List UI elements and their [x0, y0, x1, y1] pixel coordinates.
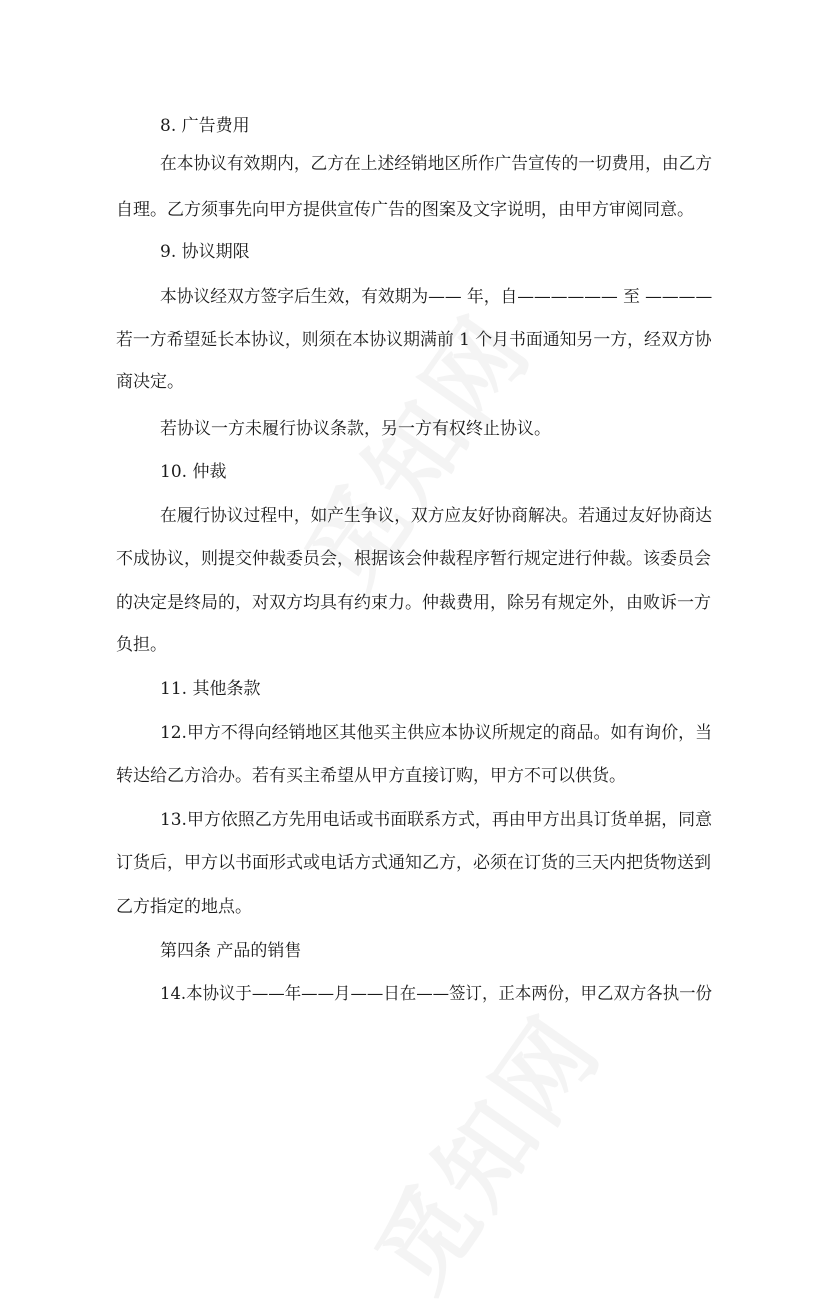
- paragraph-line: 12.甲方不得向经销地区其他买主供应本协议所规定的商品。如有询价，当: [160, 723, 713, 743]
- paragraph-line: 商决定。: [116, 372, 184, 392]
- section-heading: 8. 广告费用: [160, 116, 250, 136]
- paragraph-line: 不成协议，则提交仲裁委员会，根据该会仲裁程序暂行规定进行仲裁。该委员会: [116, 549, 711, 569]
- paragraph-line: 在本协议有效期内，乙方在上述经销地区所作广告宣传的一切费用，由乙方: [160, 154, 713, 174]
- paragraph-line: 转达给乙方洽办。若有买主希望从甲方直接订购，甲方不可以供货。: [116, 766, 626, 786]
- paragraph-line: 本协议经双方签字后生效，有效期为—— 年，自—————— 至 ————: [160, 287, 713, 307]
- section-heading: 9. 协议期限: [160, 242, 250, 262]
- paragraph-line: 负担。: [116, 635, 167, 655]
- section-heading: 11. 其他条款: [160, 679, 261, 699]
- article-heading: 第四条 产品的销售: [160, 941, 302, 961]
- watermark-logo: [339, 984, 627, 1313]
- paragraph-line: 若协议一方未履行协议条款，另一方有权终止协议。: [160, 419, 551, 439]
- paragraph-line: 乙方指定的地点。: [116, 897, 252, 917]
- paragraph-line: 自理。乙方须事先向甲方提供宣传广告的图案及文字说明，由甲方审阅同意。: [116, 200, 694, 220]
- paragraph-line: 订货后，甲方以书面形式或电话方式通知乙方，必须在订货的三天内把货物送到: [116, 853, 711, 873]
- paragraph-line: 13.甲方依照乙方先用电话或书面联系方式，再由甲方出具订货单据，同意: [160, 810, 713, 830]
- paragraph-line: 在履行协议过程中，如产生争议，双方应友好协商解决。若通过友好协商达: [160, 506, 713, 526]
- paragraph-line: 若一方希望延长本协议，则须在本协议期满前 1 个月书面通知另一方，经双方协: [116, 330, 712, 350]
- paragraph-line: 14.本协议于——年——月——日在——签订，正本两份，甲乙双方各执一份: [160, 984, 713, 1004]
- section-heading: 10. 仲裁: [160, 462, 227, 482]
- paragraph-line: 的决定是终局的，对双方均具有约束力。仲裁费用，除另有规定外，由败诉一方: [116, 593, 711, 613]
